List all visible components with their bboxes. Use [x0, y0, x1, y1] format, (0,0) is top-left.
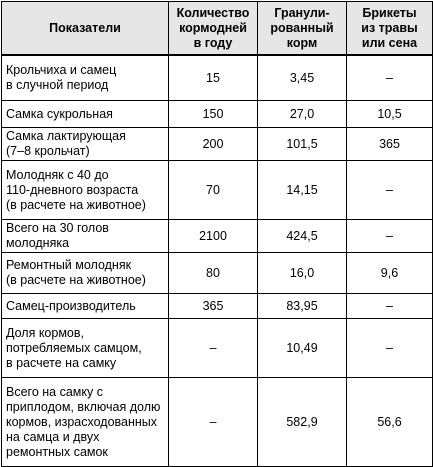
row-label: Самка лактирующая (7–8 крольчат) [2, 128, 169, 161]
feed-table [1, 1, 433, 467]
header-briquettes: Брикеты из травы или сена [347, 2, 433, 56]
feed-days-cell: 365 [169, 294, 258, 319]
briquettes-cell: 56,6 [347, 378, 433, 467]
feed-days-cell: 150 [169, 101, 258, 128]
feed-days-cell: 15 [169, 55, 258, 101]
table-row [2, 128, 433, 161]
briquettes-cell: – [347, 55, 433, 101]
feed-days-cell: 80 [169, 253, 258, 294]
granulated-cell: 14,15 [258, 161, 347, 220]
granulated-cell: 16,0 [258, 253, 347, 294]
feed-days-cell: 70 [169, 161, 258, 220]
briquettes-cell: 10,5 [347, 101, 433, 128]
table-row [2, 101, 433, 128]
briquettes-cell: – [347, 220, 433, 253]
briquettes-cell: – [347, 161, 433, 220]
header-granulated-feed: Гранули- рованный корм [258, 2, 347, 56]
feed-days-cell: – [169, 378, 258, 467]
row-label: Молодняк с 40 до 110-дневного возраста (в расчете на животное) [2, 161, 169, 220]
briquettes-cell: 9,6 [347, 253, 433, 294]
granulated-cell: 582,9 [258, 378, 347, 467]
granulated-cell: 27,0 [258, 101, 347, 128]
row-label: Ремонтный молодняк (в расчете на животное) [2, 253, 169, 294]
row-label: Всего на самку с приплодом, включая долю кормов, израсходованных на самца и двух ремонтных самок [2, 378, 169, 467]
granulated-cell: 10,49 [258, 319, 347, 378]
row-label: Самец-производитель [2, 294, 169, 319]
row-label: Крольчиха и самец в случной период [2, 55, 169, 101]
table-row [2, 378, 433, 467]
table-row [2, 319, 433, 378]
table-row [2, 161, 433, 220]
header-indicators: Показатели [2, 2, 169, 56]
table-row [2, 294, 433, 319]
feed-days-cell: 200 [169, 128, 258, 161]
row-label: Доля кормов, потребляемых самцом, в расчете на самку [2, 319, 169, 378]
header-row [2, 2, 433, 56]
header-feed-days: Количество кормодней в году [169, 2, 258, 56]
table-body [2, 55, 433, 467]
row-label: Всего на 30 голов молодняка [2, 220, 169, 253]
table-row [2, 220, 433, 253]
briquettes-cell: – [347, 319, 433, 378]
granulated-cell: 101,5 [258, 128, 347, 161]
granulated-cell: 424,5 [258, 220, 347, 253]
granulated-cell: 83,95 [258, 294, 347, 319]
briquettes-cell: – [347, 294, 433, 319]
row-label: Самка сукрольная [2, 101, 169, 128]
table-header [2, 2, 433, 56]
table-row [2, 253, 433, 294]
table-row [2, 55, 433, 101]
granulated-cell: 3,45 [258, 55, 347, 101]
briquettes-cell: 365 [347, 128, 433, 161]
feed-days-cell: 2100 [169, 220, 258, 253]
feed-days-cell: – [169, 319, 258, 378]
